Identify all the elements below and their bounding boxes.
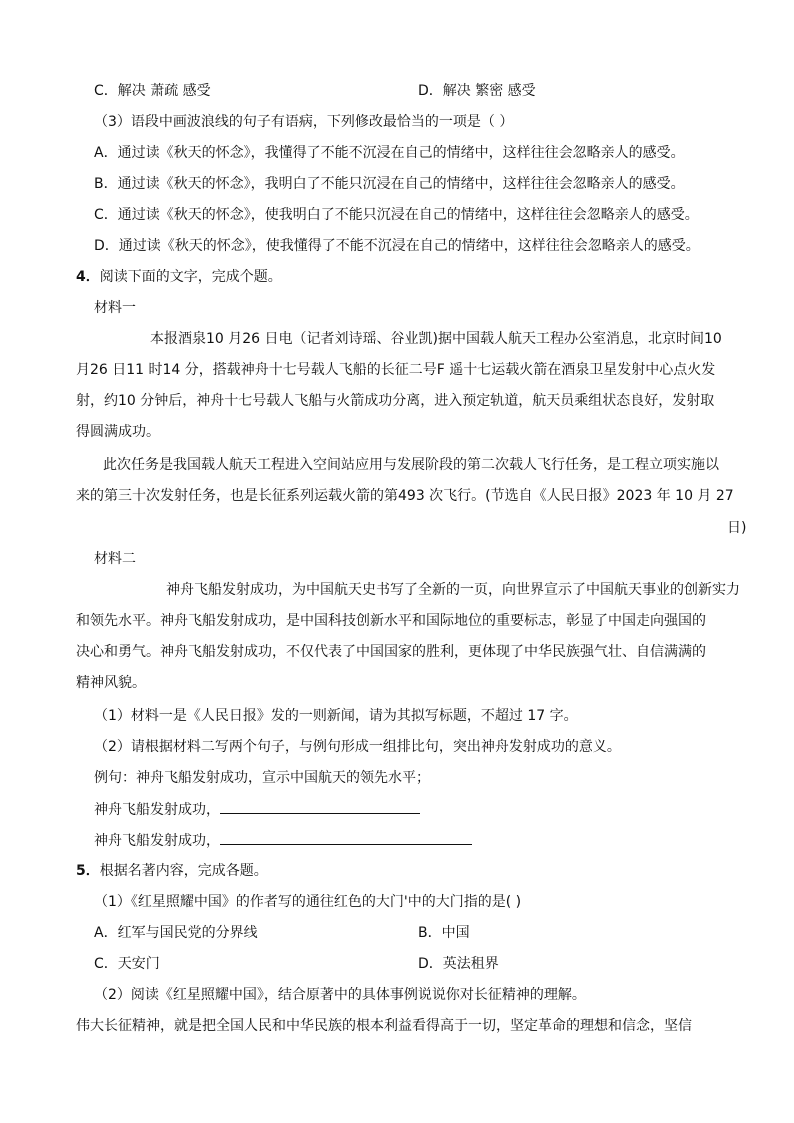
example-sentence: 例句：神舟飞船发射成功，宣示中国航天的领先水平； [94,770,430,786]
material-2-line: 神舟飞船发射成功，为中国航天史书写了全新的一页，向世界宣示了中国航天事业的创新实力 [166,582,740,598]
material-1-line: 本报酒泉10 月26 日电（记者刘诗瑶、谷业凯)据中国载人航天工程办公室消息，北京时间10 [150,331,722,347]
fill-line-1 [94,799,420,820]
option-a: A．通过读《秋天的怀念》，我懂得了不能不沉浸在自己的情绪中，这样往往会忽略亲人的感受。 [94,145,685,161]
material-1-title: 材料一 [94,300,136,316]
material-1-line: 日) [727,520,747,536]
question-number: 4． [76,269,100,285]
question-stem: 根据名著内容，完成各题。 [99,863,268,879]
sub-question-1: （1）材料一是《人民日报》发的一则新闻，请为其拟写标题，不超过 17 字。 [94,708,578,724]
sub-question-2: （2）请根据材料二写两个句子，与例句形成一组排比句，突出神舟发射成功的意义。 [94,739,621,755]
option-b: B．中国 [418,925,470,941]
question-stem: 阅读下面的文字，完成个题。 [99,269,282,285]
option-c: C．天安门 [94,956,160,972]
fill-line-2 [94,830,472,851]
material-1-line: 月26 日11 时14 分，搭载神舟十七号载人飞船的长征二号F 遥十七运载火箭在酒泉卫星发射中心点火发 [76,362,716,378]
material-1-line: 此次任务是我国载人航天工程进入空间站应用与发展阶段的第二次载人飞行任务，是工程立项实施以 [103,457,719,473]
material-1-line: 得圆满成功。 [76,424,160,440]
question-4-heading [76,267,282,287]
fill-prefix: 神舟飞船发射成功， [94,833,220,849]
option-d: D．英法租界 [418,956,499,972]
option-d: D．通过读《秋天的怀念》，使我懂得了不能不沉浸在自己的情绪中，这样往往会忽略亲人的感受。 [94,238,700,254]
material-2-line: 精神风貌。 [76,675,146,691]
sub-question-1: （1）《红星照耀中国》的作者写的通往红色的大门'中的大门指的是( ) [94,894,522,910]
question-5-heading [76,861,268,881]
material-2-line: 决心和勇气。神舟飞船发射成功，不仅代表了中国国家的胜利，更体现了中华民族强气壮、自信满满的 [76,644,706,660]
option-b: B．通过读《秋天的怀念》，我明白了不能只沉浸在自己的情绪中，这样往往会忽略亲人的感受。 [94,176,685,192]
material-1-line: 来的第三十次发射任务，也是长征系列运载火箭的第493 次飞行。(节选自《人民日报》2023 年 10 月 27 [76,488,734,504]
fill-prefix: 神舟飞船发射成功， [94,802,220,818]
answer-blank[interactable] [220,830,472,845]
option-c: C．通过读《秋天的怀念》，使我明白了不能只沉浸在自己的情绪中，这样往往会忽略亲人的感受。 [94,207,699,223]
sub-question-2: （2）阅读《红星照耀中国》，结合原著中的具体事例说说你对长征精神的理解。 [94,987,586,1003]
option-c: C．解决 萧疏 感受 [94,83,211,99]
sub-question-stem: （3）语段中画波浪线的句子有语病，下列修改最恰当的一项是（ ） [94,114,514,130]
material-1-line: 射，约10 分钟后，神舟十七号载人飞船与火箭成功分离，进入预定轨道，航天员乘组状态良好，发射取 [76,393,715,409]
option-a: A．红军与国民党的分界线 [94,925,258,941]
answer-blank[interactable] [220,799,420,814]
material-2-title: 材料二 [94,551,136,567]
option-d: D．解决 繁密 感受 [418,83,536,99]
question-number: 5． [76,863,100,879]
material-2-line: 和领先水平。神舟飞船发射成功，是中国科技创新水平和国际地位的重要标志，彰显了中国走向强国的 [76,613,706,629]
paragraph-text: 伟大长征精神，就是把全国人民和中华民族的根本利益看得高于一切，坚定革命的理想和信念，坚信 [76,1018,692,1034]
